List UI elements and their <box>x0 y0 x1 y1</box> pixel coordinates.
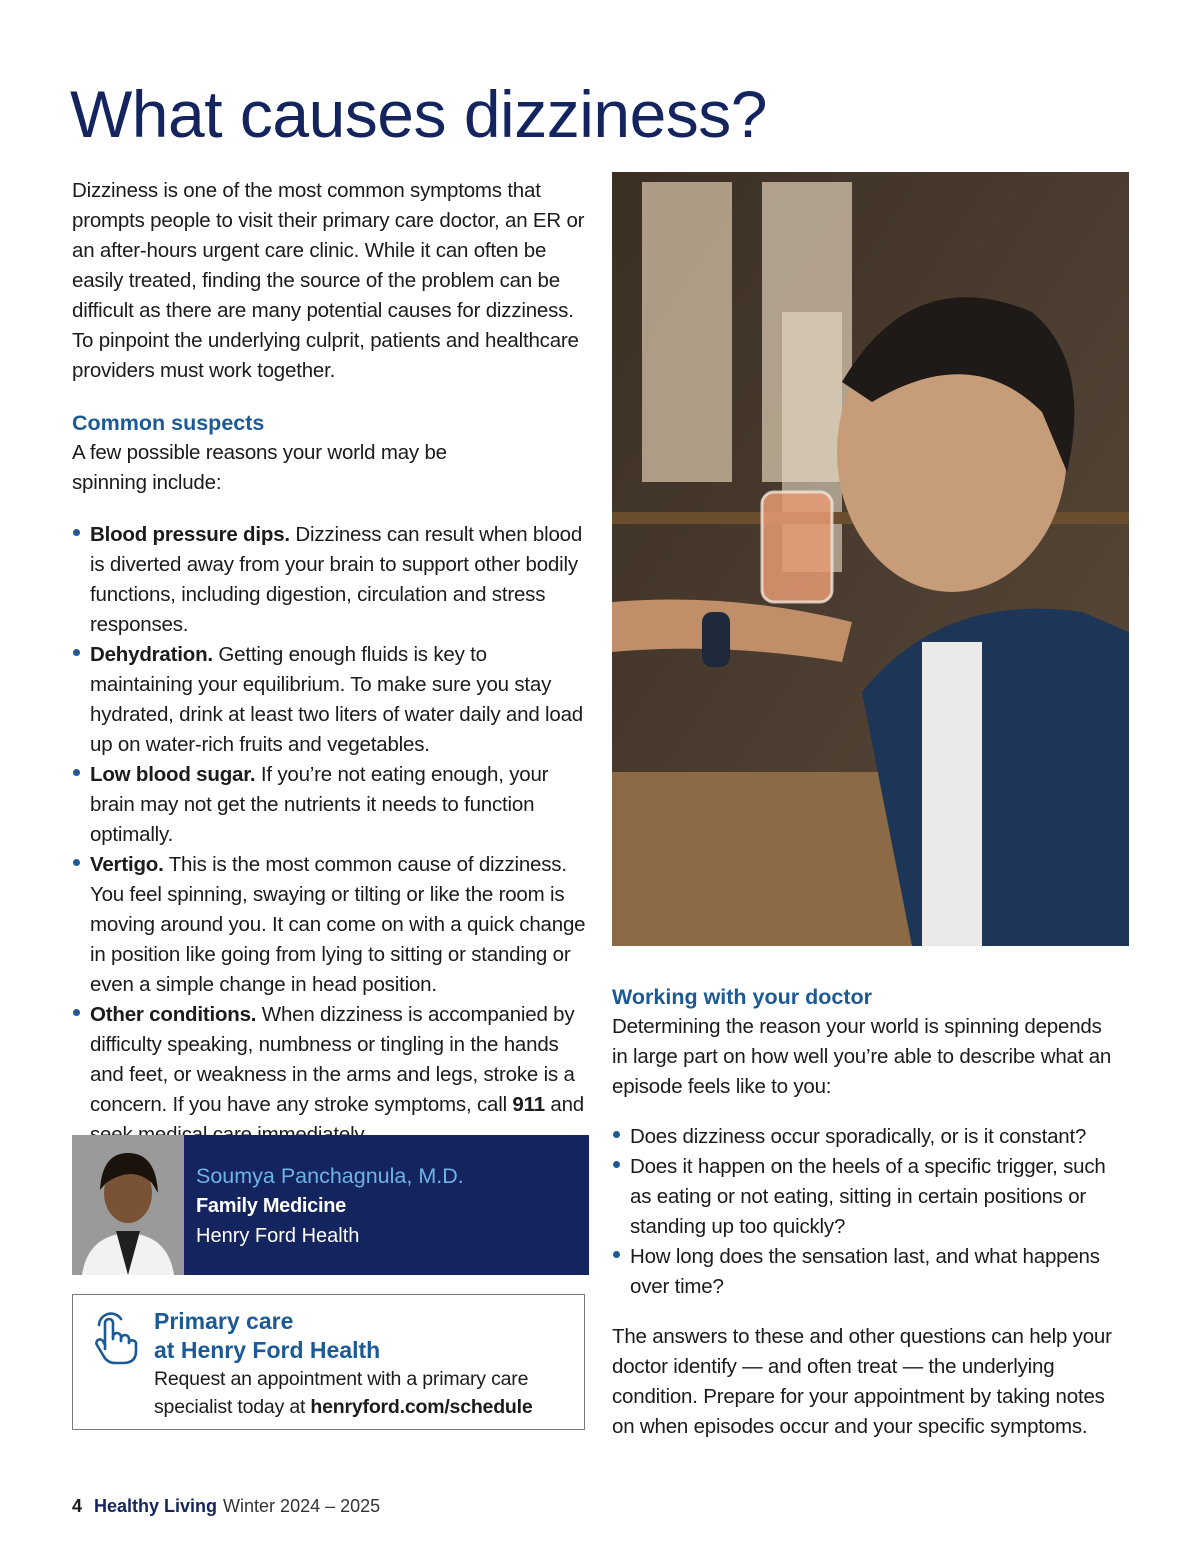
schedule-link[interactable]: henryford.com/schedule <box>310 1396 533 1418</box>
list-item: Dehydration. Getting enough fluids is key to maintaining your equilibrium. To make sure you stay hydrated, drink at least two liters of water daily and load up on water-rich fruits and vegetables. <box>72 640 592 760</box>
magazine-name: Healthy Living <box>94 1496 218 1516</box>
page-footer <box>72 1496 380 1517</box>
questions-list <box>612 1122 1122 1302</box>
primary-care-callout <box>72 1294 585 1430</box>
doctor-specialty: Family Medicine <box>196 1195 346 1217</box>
working-lead: Determining the reason your world is spinning depends in large part on how well you’re able to describe what an episode feels like to you: <box>612 1015 1112 1098</box>
callout-body: Request an appointment with a primary care specialist today at henryford.com/schedule <box>154 1368 533 1418</box>
intro-paragraph: Dizziness is one of the most common symptoms that prompts people to visit their primary care doctor, an ER or an after-hours urgent care clinic. While it can often be easily treated, finding the source of the problem can be difficult as there are many potential causes for dizziness. To pinpoint the underlying culprit, patients and healthcare providers must work together. <box>72 179 585 382</box>
list-item: Blood pressure dips. Dizziness can result when blood is diverted away from your brain to support other bodily functions, including digestion, circulation and stress responses. <box>72 520 592 640</box>
man-drinking-photo <box>612 172 1129 946</box>
suspects-list <box>72 520 592 1150</box>
doctor-organization: Henry Ford Health <box>196 1225 360 1247</box>
list-item: Low blood sugar. If you’re not eating enough, your brain may not get the nutrients it needs to function optimally. <box>72 760 592 850</box>
list-item: Vertigo. This is the most common cause of dizziness. You feel spinning, swaying or tilting or like the room is moving around you. It can come on with a quick change in position like going from lying to sitting or standing or even a simple change in head position. <box>72 850 592 1000</box>
working-closing: The answers to these and other questions can help your doctor identify — and often treat — the underlying condition. Prepare for your appointment by taking notes on when episodes occur and your specific symptoms. <box>612 1325 1112 1438</box>
hand-tap-icon <box>91 1309 139 1370</box>
doctor-name: Soumya Panchagnula, M.D. <box>196 1164 464 1188</box>
side-column <box>612 982 1122 1442</box>
list-item: Does dizziness occur sporadically, or is it constant? <box>612 1122 1122 1152</box>
callout-title-line-2: at Henry Ford Health <box>154 1337 381 1363</box>
main-column <box>72 176 592 1150</box>
section-heading-common-suspects: Common suspects <box>72 411 265 435</box>
list-item: How long does the sensation last, and what happens over time? <box>612 1242 1122 1302</box>
doctor-card <box>72 1135 589 1275</box>
doctor-avatar <box>72 1135 184 1275</box>
list-item: Does it happen on the heels of a specific trigger, such as eating or not eating, sitting in certain positions or standing up too quickly? <box>612 1152 1122 1242</box>
issue-label: Winter 2024 – 2025 <box>223 1496 381 1516</box>
section-heading-working-with-doctor: Working with your doctor <box>612 985 872 1009</box>
page-title: What causes dizziness? <box>70 77 767 151</box>
page-number: 4 <box>72 1496 83 1516</box>
list-item: Other conditions. When dizziness is accompanied by difficulty speaking, numbness or tingling in the hands and feet, or weakness in the arms and legs, stroke is a concern. If you have any stroke symptoms, call 911 and <box>72 1000 592 1150</box>
suspects-lead: A few possible reasons your world may be spinning include: <box>72 441 447 494</box>
callout-title-line-1: Primary care <box>154 1308 294 1334</box>
